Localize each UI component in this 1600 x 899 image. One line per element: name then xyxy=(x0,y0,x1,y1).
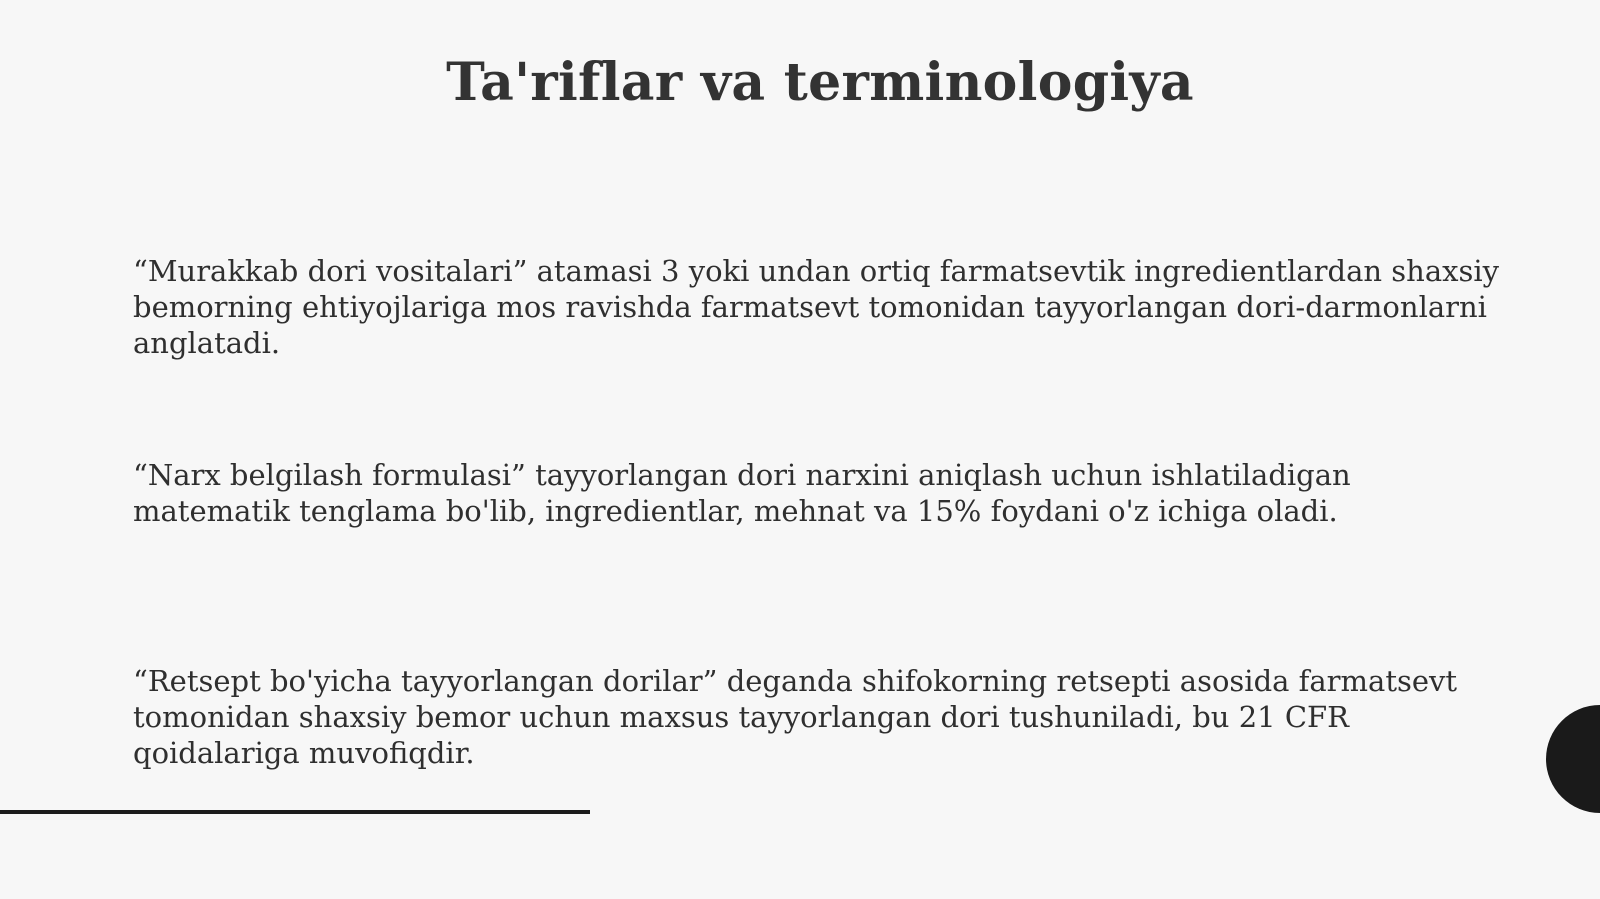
definition-paragraph-prescription-drugs: “Retsept bo'yicha tayyorlangan dorilar” deganda shifokorning retsepti asosida farmatsevt tomonidan shaxsiy bemor uchun maxsus tayyorlangan dori tushuniladi, bu 21 CFR qoidalariga muvofiqdir. xyxy=(133,664,1458,770)
decorative-divider-line xyxy=(0,810,590,814)
decorative-half-circle-shape xyxy=(1546,705,1600,813)
definition-paragraph-compound-drugs: “Murakkab dori vositalari” atamasi 3 yoki undan ortiq farmatsevtik ingredientlardan shaxsiy bemorning ehtiyojlariga mos ravishda farmatsevt tomonidan tayyorlangan dori-darmonlarni anglatadi. xyxy=(133,254,1500,360)
definition-paragraph-pricing-formula: “Narx belgilash formulasi” tayyorlangan dori narxini aniqlash uchun ishlatiladigan matematik tenglama bo'lib, ingredientlar, mehnat va 15% foydani o'z ichiga oladi. xyxy=(133,458,1351,528)
slide-title: Ta'riflar va terminologiya xyxy=(446,52,1194,113)
